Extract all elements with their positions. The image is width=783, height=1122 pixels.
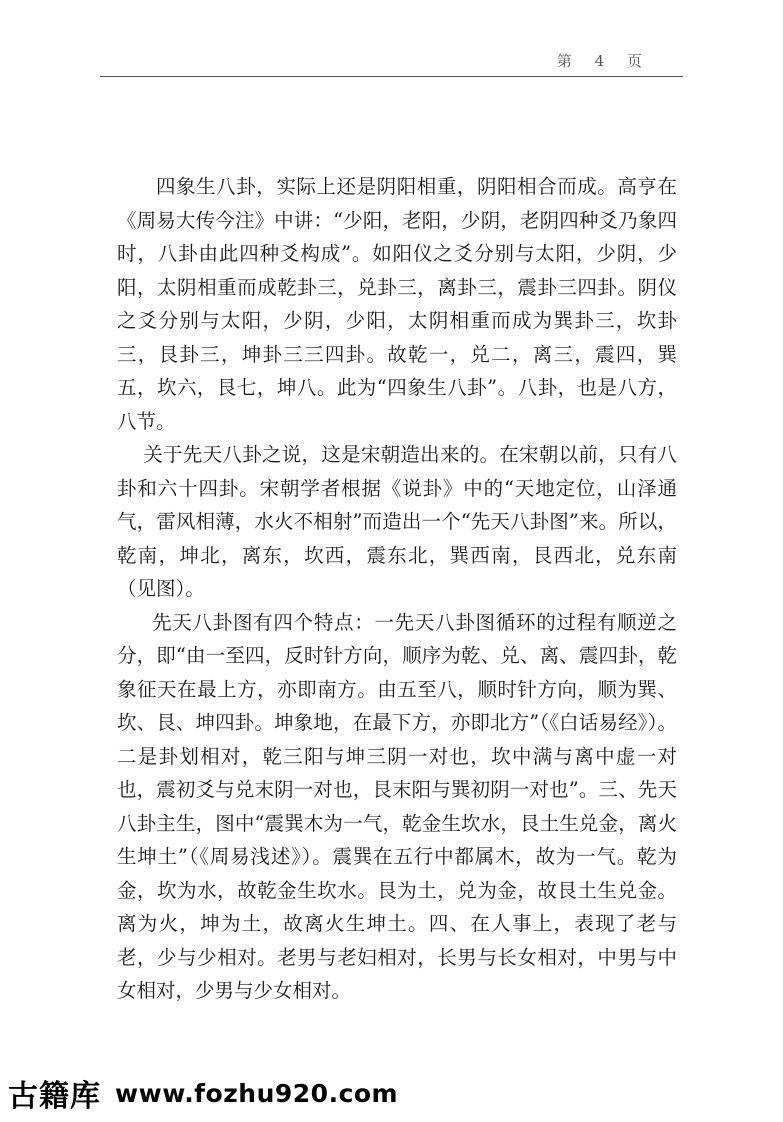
watermark — [8, 1070, 408, 1116]
watermark-url: www.fozhu920.com — [115, 1078, 399, 1108]
body-text — [117, 170, 677, 1008]
page-header — [100, 46, 683, 77]
paragraph: 四象生八卦，实际上还是阴阳相重，阴阳相合而成。高亨在《周易大传今注》中讲：“少阳，老阳，少阴，老阴四种爻乃象四时，八卦由此四种爻构成”。如阳仪之爻分别与太阳，少阴，少阳，太阴相重而成乾卦三，兑卦三，离卦三，震卦三四卦。阴仪之爻分别与太阳，少阴，少阳，太阴相重而成为巽卦三，坎卦三，艮卦三，坤卦三三四卦。故乾一，兑二，离三，震四，巽五，坎六，艮七，坤八。此为“四象生八卦”。八卦，也是八方，八节。 — [117, 175, 677, 433]
paragraph: 先天八卦图有四个特点：一先天八卦图循环的过程有顺逆之分，即“由一至四，反时针方向，顺序为乾、兑、离、震四卦，乾象征天在最上方，亦即南方。由五至八，顺时针方向，顺为巽、坎、艮、坤四卦。坤象地，在最下方，亦即北方”（《白话易经》）。二是卦划相对，乾三阳与坤三阴一对也，坎中满与离中虚一对也，震初爻与兑末阴一对也，艮末阳与巽初阴一对也”。三、先天八卦主生，图中“震巽木为一气，乾金生坎水，艮土生兑金，离火生坤土”（《周易浅述》）。震巽在五行中都属木，故为一气。乾为金，坎为水，故乾金生坎水。艮为土，兑为金，故艮土生兑金。离为火，坤为土，故离火生坤土。四、在人事上，表现了老与老，少与少相对。老男与老妇相对，长男与长女相对，中男与中女相对，少男与少女相对。 — [117, 610, 677, 1002]
page-number: 第 4 页 — [556, 52, 651, 70]
watermark-site-name: 古籍库 — [8, 1079, 101, 1114]
paragraph: 关于先天八卦之说，这是宋朝造出来的。在宋朝以前，只有八卦和六十四卦。宋朝学者根据《说卦》中的“天地定位，山泽通气，雷风相薄，水火不相射”而造出一个“先天八卦图”来。所以，乾南，坤北，离东，坎西，震东北，巽西南，艮西北，兑东南（见图）。 — [117, 443, 677, 600]
